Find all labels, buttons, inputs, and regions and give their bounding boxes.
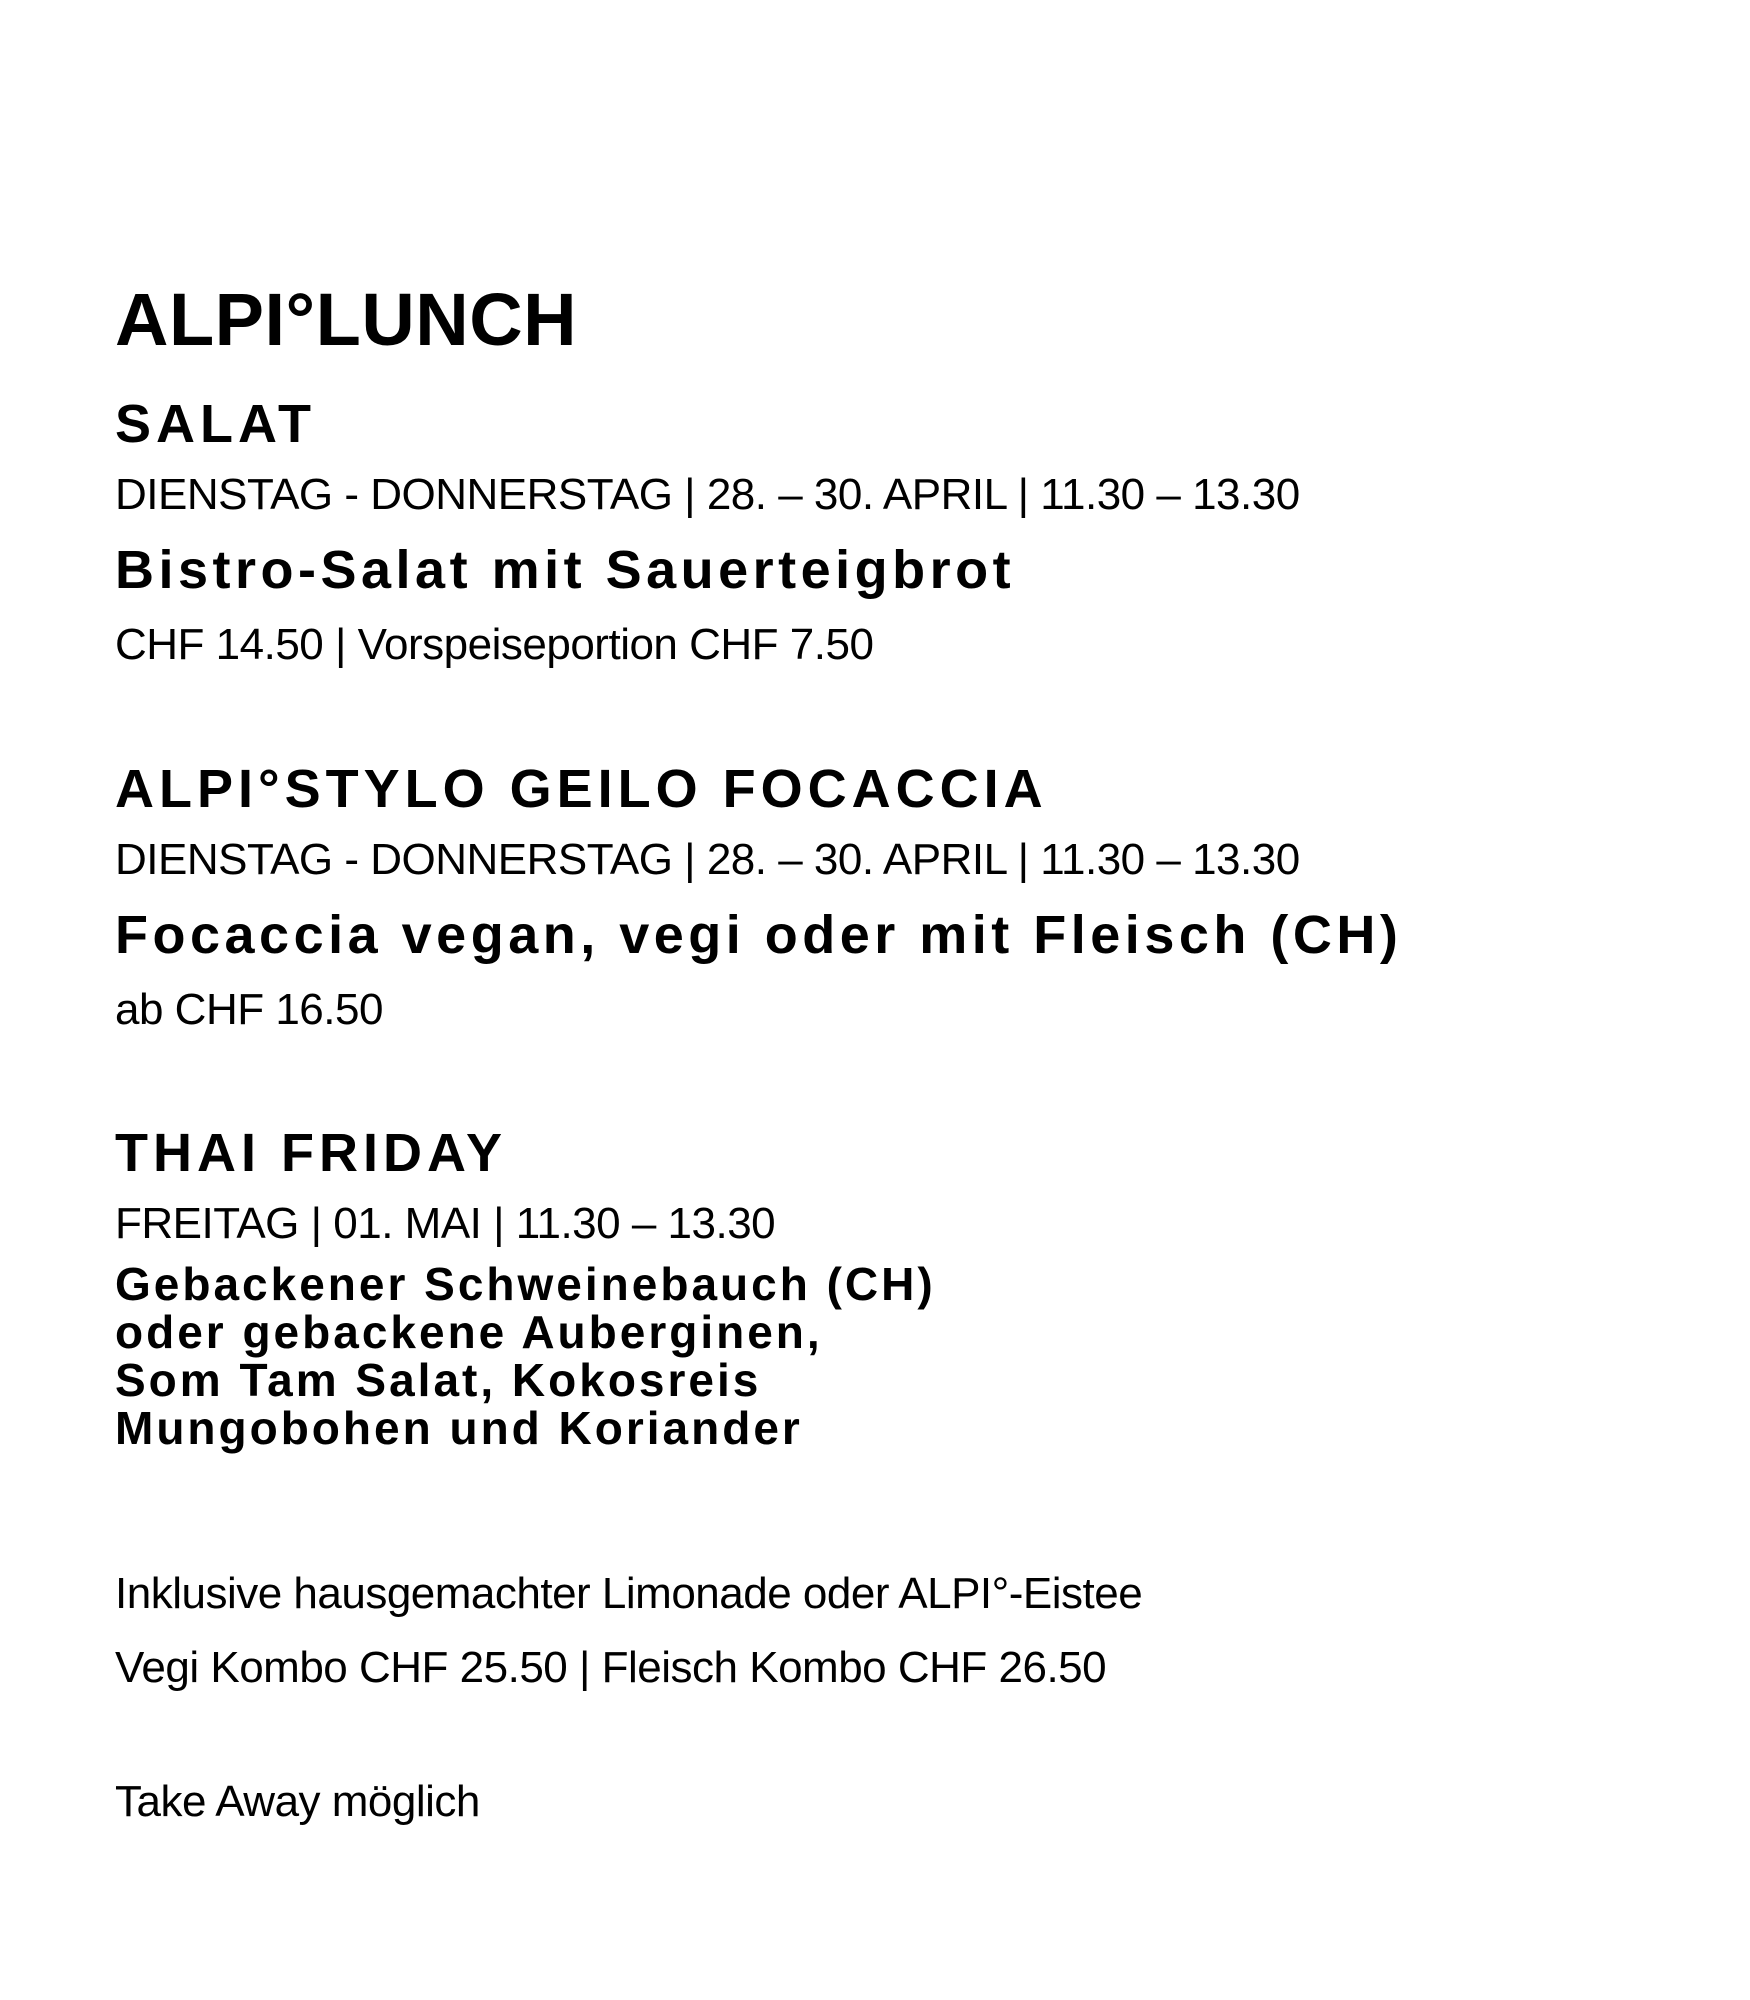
dish-line: Gebackener Schweinebauch (CH) [115, 1258, 936, 1310]
dish-line: Mungobohen und Koriander [115, 1402, 803, 1454]
dish-line: oder gebackene Auberginen, [115, 1306, 823, 1358]
section-heading: ALPI°STYLO GEILO FOCACCIA [115, 759, 1048, 819]
section-heading: THAI FRIDAY [115, 1123, 508, 1183]
section-schedule: DIENSTAG - DONNERSTAG | 28. – 30. APRIL | 11.30 – 13.30 [115, 835, 1300, 884]
thai-friday-section [115, 1123, 1675, 1454]
dish-line: Som Tam Salat, Kokosreis [115, 1354, 762, 1406]
takeaway-note: Take Away möglich [115, 1777, 480, 1826]
dish-description [115, 1260, 1675, 1452]
included-drink-note: Inklusive hausgemachter Limonade oder ALPI°-Eistee [115, 1569, 1143, 1618]
menu-title: ALPI°LUNCH [115, 278, 578, 361]
section-heading: SALAT [115, 394, 316, 454]
section-schedule: DIENSTAG - DONNERSTAG | 28. – 30. APRIL | 11.30 – 13.30 [115, 470, 1300, 519]
focaccia-section [115, 759, 1675, 1034]
dish-name: Focaccia vegan, vegi oder mit Fleisch (CH) [115, 905, 1403, 965]
combo-prices-note: Vegi Kombo CHF 25.50 | Fleisch Kombo CHF 26.50 [115, 1643, 1107, 1692]
dish-price: CHF 14.50 | Vorspeiseportion CHF 7.50 [115, 620, 874, 669]
dish-name: Bistro-Salat mit Sauerteigbrot [115, 540, 1016, 600]
section-schedule: FREITAG | 01. MAI | 11.30 – 13.30 [115, 1199, 776, 1248]
salad-section [115, 394, 1675, 669]
dish-price: ab CHF 16.50 [115, 985, 383, 1034]
